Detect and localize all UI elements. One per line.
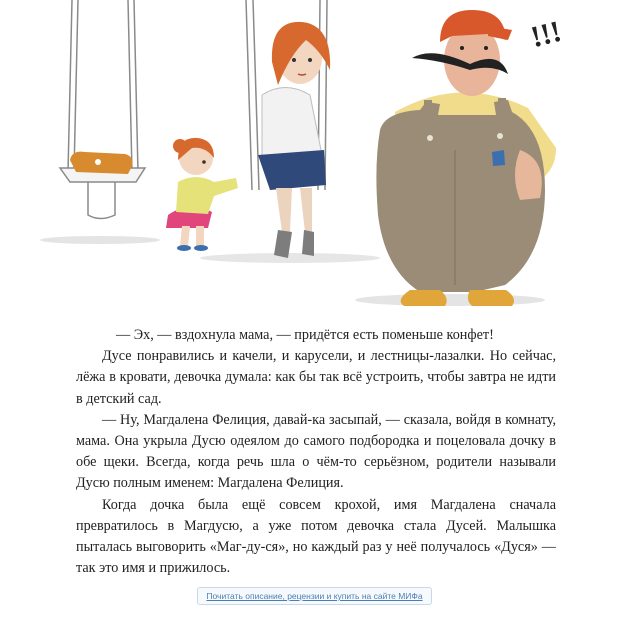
exclamation-marks: !!! — [527, 14, 565, 55]
footer — [0, 586, 629, 605]
paragraph-1: — Эх, — вздохнула мама, — придётся есть поменьше конфет! — [116, 327, 494, 343]
swing-seat-bag — [70, 152, 132, 174]
man-figure — [376, 10, 556, 306]
paragraph-4: Когда дочка была ещё совсем крохой, имя Магдалена сначала превратилось в Магдусю, а уже потом девочка стала Дусей. Малышка пыталась выговорить «Маг-ду-ся», но каждый раз у неё получалось «Дуся» — так это имя и прижилось. — [76, 496, 556, 577]
mother-figure — [258, 22, 330, 258]
ground-shadow-right — [355, 294, 545, 306]
girl-figure — [166, 138, 238, 251]
buy-on-mif-link[interactable]: Почитать описание, рецензии и купить на сайте МИФа — [197, 587, 431, 605]
ground-shadow-left — [40, 236, 160, 244]
empty-swing — [60, 0, 145, 219]
paragraph-3: — Ну, Магдалена Фелиция, давай-ка засыпай, — сказала, войдя в комнату, мама. Она укрыла Дусю одеялом до самого подбородка и поцеловала дочку в обе щеки. Всегда, когда речь шла о чём-то серьёзном, родители называли Дусю полным именем: Магдалена Фелиция. — [76, 411, 556, 492]
ground-shadow-mid — [200, 253, 380, 263]
story-text — [76, 325, 556, 579]
paragraph-2: Дусе понравились и качели, и карусели, и лестницы-лазалки. Но сейчас, лёжа в кровати, девочка думала: как бы так всё устроить, чтобы завтра не идти в детский сад. — [76, 348, 556, 407]
swing-seat-button — [95, 159, 101, 165]
